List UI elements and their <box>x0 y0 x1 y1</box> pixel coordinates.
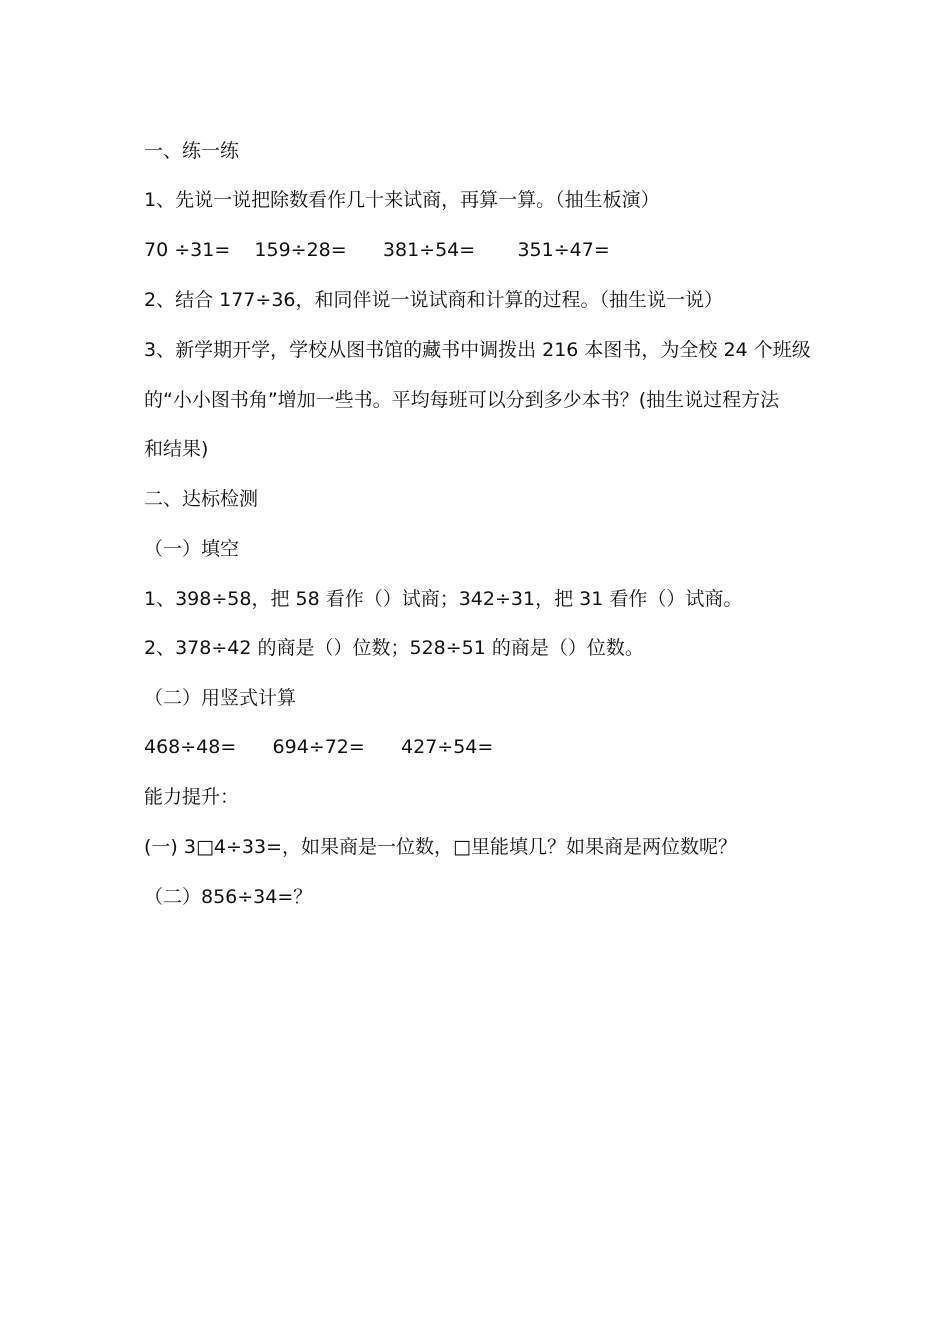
paragraph-fill-2: 2、378÷42 的商是（）位数；528÷51 的商是（）位数。 <box>144 637 644 659</box>
paragraph-fill-1: 1、398÷58，把 58 看作（）试商；342÷31，把 31 看作（）试商。 <box>144 588 743 610</box>
subheading-vertical-calculation: （二）用竖式计算 <box>144 687 297 709</box>
paragraph-division-expressions: 70 ÷31= 159÷28= 381÷54= 351÷47= <box>144 239 610 261</box>
paragraph-ability-2: （二）856÷34=？ <box>144 886 313 908</box>
paragraph-task-3-line-3: 和结果) <box>144 438 209 460</box>
paragraph-task-3-line-1: 3、新学期开学，学校从图书馆的藏书中调拨出 216 本图书，为全校 24 个班级 <box>144 339 811 361</box>
subheading-fill-blanks: （一）填空 <box>144 538 240 560</box>
paragraph-calculation-expressions: 468÷48= 694÷72= 427÷54= <box>144 736 494 758</box>
paragraph-task-1: 1、先说一说把除数看作几十来试商，再算一算。（抽生板演） <box>144 189 660 211</box>
section-heading-practice: 一、练一练 <box>144 140 240 162</box>
paragraph-task-3-line-2: 的“小小图书角”增加一些书。平均每班可以分到多少本书？(抽生说过程方法 <box>144 389 780 411</box>
section-heading-ability: 能力提升： <box>144 786 240 808</box>
paragraph-task-2: 2、结合 177÷36，和同伴说一说试商和计算的过程。（抽生说一说） <box>144 289 723 311</box>
section-heading-assessment: 二、达标检测 <box>144 488 259 510</box>
paragraph-ability-1: (一) 3□4÷33=，如果商是一位数，□里能填几？如果商是两位数呢？ <box>144 836 737 858</box>
